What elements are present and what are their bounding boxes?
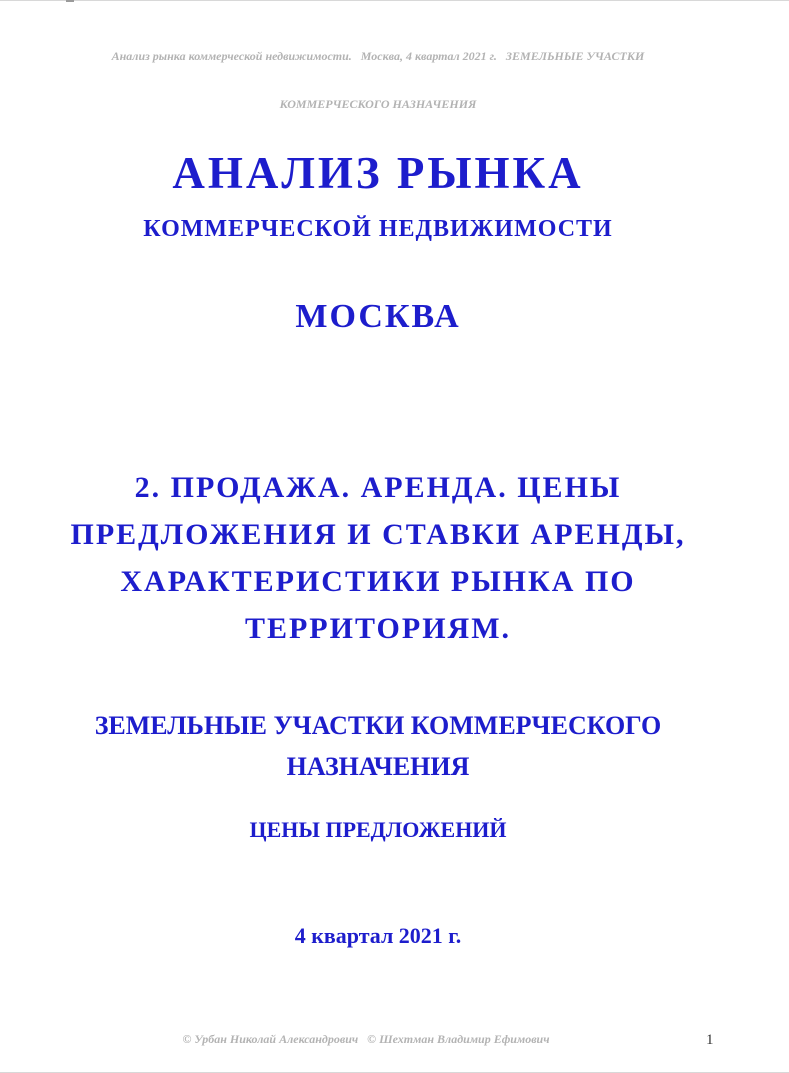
land-title (0, 705, 756, 787)
section-title-line-3: ХАРАКТЕРИСТИКИ РЫНКА ПО (120, 565, 636, 598)
top-page-mark (66, 0, 74, 2)
top-page-edge (0, 0, 789, 1)
city-title: МОСКВА (295, 298, 461, 335)
land-title-line-2: НАЗНАЧЕНИЯ (286, 752, 470, 781)
copyright-footer: © Урбан Николай Александрович © Шехтман Владимир Ефимович (182, 1032, 550, 1046)
section-title-line-4: ТЕРРИТОРИЯМ. (244, 612, 512, 645)
section-title-line-2: ПРЕДЛОЖЕНИЯ И СТАВКИ АРЕНДЫ, (70, 518, 686, 551)
land-title-line-1: ЗЕМЕЛЬНЫЕ УЧАСТКИ КОММЕРЧЕСКОГО (94, 711, 662, 740)
section-title (0, 464, 756, 652)
page-number: 1 (706, 1032, 714, 1048)
quarter-date: 4 квартал 2021 г. (294, 923, 462, 948)
offer-prices-title: ЦЕНЫ ПРЕДЛОЖЕНИЙ (249, 817, 507, 842)
running-header-line-2: КОММЕРЧЕСКОГО НАЗНАЧЕНИЯ (279, 97, 477, 111)
running-header (0, 16, 756, 144)
running-header-line-1: Анализ рынка коммерческой недвижимости. Москва, 4 квартал 2021 г. ЗЕМЕЛЬНЫЕ УЧАСТКИ (111, 49, 645, 63)
main-title: АНАЛИЗ РЫНКА (172, 148, 584, 198)
commercial-real-estate-subtitle: КОММЕРЧЕСКОЙ НЕДВИЖИМОСТИ (143, 216, 613, 242)
section-title-line-1: 2. ПРОДАЖА. АРЕНДА. ЦЕНЫ (134, 471, 622, 504)
